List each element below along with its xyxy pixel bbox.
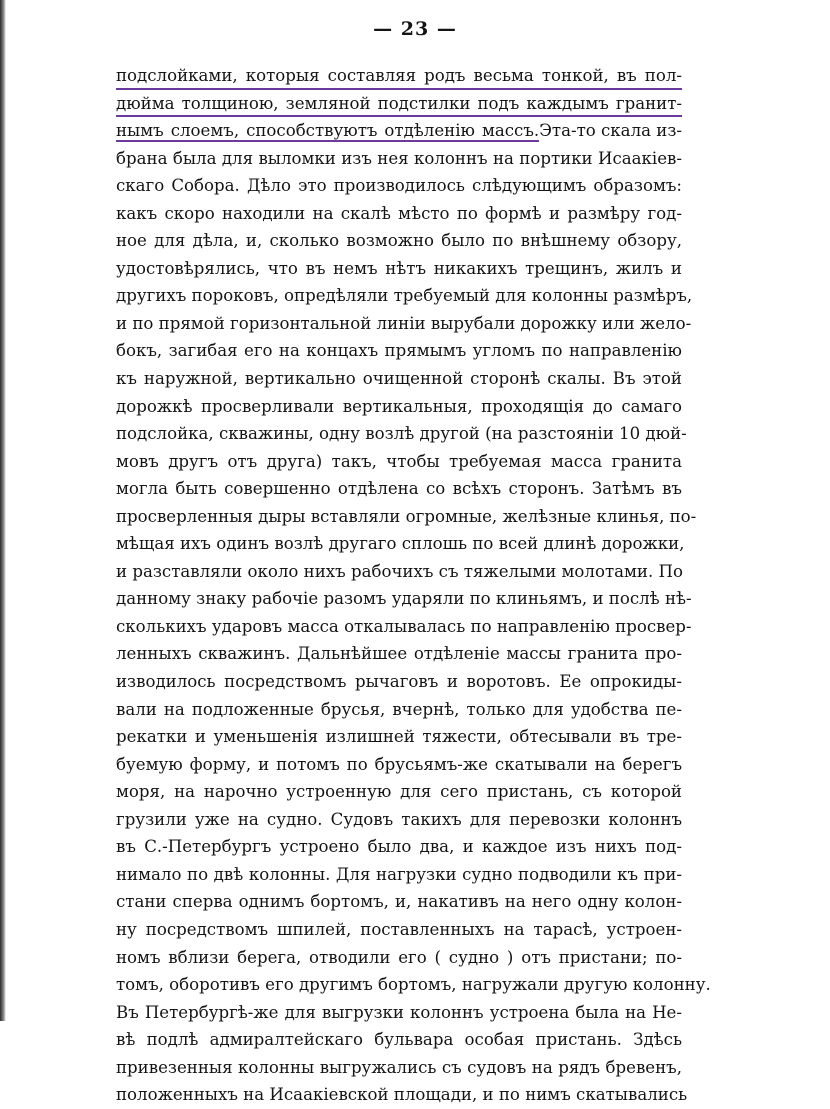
text-line: бокъ, загибая его на концахъ прямымъ угломъ по направленiю	[116, 341, 682, 361]
text-line: удостовѣрялись, что въ немъ нѣтъ никакихъ трещинъ, жилъ и	[116, 258, 682, 278]
text-line: вали на подложенные брусья, вчернѣ, только для удобства пе-	[116, 699, 682, 719]
text-line-highlighted: подслойками, которыя составляя родъ весьма тонкой, въ пол-	[116, 62, 682, 90]
text-line: нимало по двѣ колонны. Для нагрузки судно подводили къ при-	[116, 864, 682, 884]
text-line: къ наружной, вертикально очищенной сторонѣ скалы. Въ этой	[116, 369, 682, 389]
text-line: грузили уже на судно. Судовъ такихъ для перевозки колоннъ	[116, 809, 682, 829]
text-line: въ С.-Петербургъ устроено было два, и каждое изъ нихъ под-	[116, 837, 682, 857]
text-line: ну посредствомъ шпилей, поставленныхъ на тарасѣ, устроен-	[116, 919, 682, 939]
text-line-highlighted: дюйма толщиною, земляной подстилки подъ каждымъ гранит-	[116, 90, 682, 118]
text-line: брана была для выломки изъ нея колоннъ на портики Исаакiев-	[116, 148, 682, 168]
text-line: и разставляли около нихъ рабочихъ съ тяжелыми молотами. По	[116, 561, 684, 581]
text-line: моря, на нарочно устроенную для сего пристань, съ которой	[116, 782, 682, 802]
text-line: изводилось посредствомъ рычаговъ и воротовъ. Ее опрокиды-	[116, 672, 682, 692]
text-line: могла быть совершенно отдѣлена со всѣхъ сторонъ. Затѣмъ въ	[116, 479, 682, 499]
text-line: буемую форму, и потомъ по брусьямъ-же скатывали на берегъ	[116, 754, 682, 774]
text-line: стани сперва однимъ бортомъ, и, накативъ на него одну колон-	[116, 892, 682, 912]
text-line: другихъ пороковъ, опредѣляли требуемый для колонны размѣръ,	[116, 286, 693, 306]
text-line: мовъ другъ отъ друга) такъ, чтобы требуемая масса гранита	[116, 451, 682, 471]
text-line: ленныхъ скважинъ. Дальнѣйшее отдѣленiе массы гранита про-	[116, 644, 682, 664]
text-line: вѣ подлѣ адмиралтейскаго бульвара особая пристань. Здѣсь	[116, 1030, 682, 1050]
text-line: данному знаку рабочiе разомъ ударяли по клиньямъ, и послѣ нѣ-	[116, 589, 692, 609]
text-line: номъ вблизи берега, отводили его ( судно ) отъ пристани; по-	[116, 947, 682, 967]
text-line: привезенныя колонны выгружались съ судовъ на рядъ бревенъ,	[116, 1057, 682, 1077]
page-number: — 23 —	[373, 18, 457, 40]
page-binding-edge	[0, 0, 6, 1021]
text-line: положенныхъ на Исаакiевской площади, и по нимъ скатывались	[116, 1085, 688, 1105]
highlighted-phrase: нымъ слоемъ, способствуютъ отдѣленію массъ.	[116, 121, 540, 141]
text-line: скаго Собора. Дѣло это производилось слѣдующимъ образомъ:	[116, 176, 682, 196]
text-line: просверленныя дыры вставляли огромные, желѣзные клинья, по-	[116, 506, 697, 526]
text-line: дорожкѣ просверливали вертикальныя, проходящiя до самаго	[116, 396, 682, 416]
text-line-tail: Эта-то скала из-	[539, 121, 682, 141]
text-line: сколькихъ ударовъ масса откалывалась по направленiю просвер-	[116, 616, 692, 636]
body-text	[116, 62, 711, 1109]
text-line: ное для дѣла, и, сколько возможно было по внѣшнему обзору,	[116, 231, 682, 251]
text-line: и по прямой горизонтальной линiи вырубали дорожку или жело-	[116, 313, 692, 333]
text-line: томъ, оборотивъ его другимъ бортомъ, нагружали другую колонну.	[116, 975, 711, 995]
text-line: Въ Петербургѣ-же для выгрузки колоннъ устроена была на Не-	[116, 1002, 682, 1022]
text-line: подслойка, скважины, одну возлѣ другой (на разстоянiи 10 дюй-	[116, 424, 687, 444]
text-line: мѣщая ихъ одинъ возлѣ другаго сплошь по всей длинѣ дорожки,	[116, 534, 685, 554]
text-line: рекатки и уменьшенiя излишней тяжести, обтесывали въ тре-	[116, 727, 682, 747]
text-line: какъ скоро находили на скалѣ мѣсто по формѣ и размѣру год-	[116, 203, 682, 223]
text-line	[116, 117, 682, 145]
